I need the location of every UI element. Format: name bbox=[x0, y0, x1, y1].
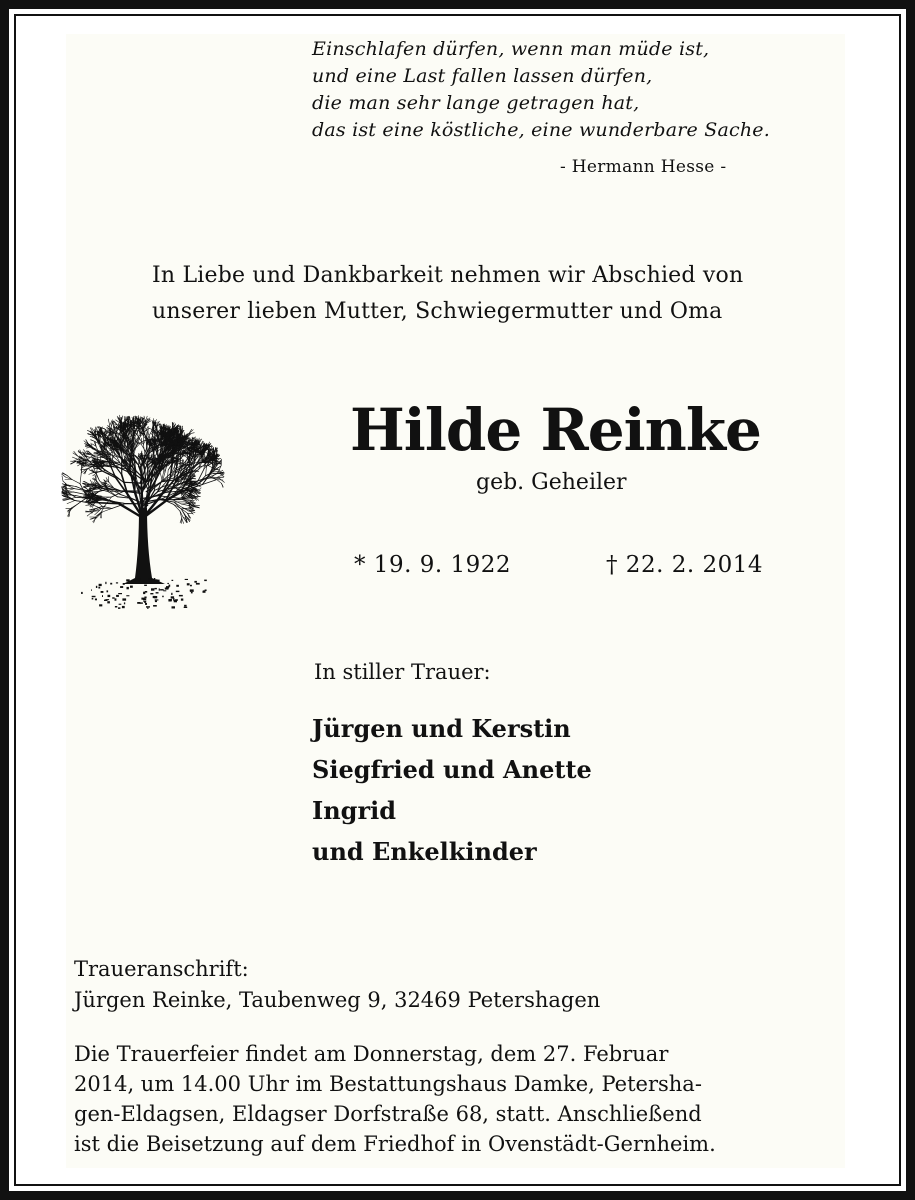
tree-icon bbox=[55, 388, 230, 618]
poem-line: und eine Last fallen lassen dürfen, bbox=[312, 65, 653, 87]
mourning-label: In stiller Trauer: bbox=[314, 660, 491, 684]
service-line: gen-Eldagsen, Eldagser Dorfstraße 68, statt. Anschließend bbox=[74, 1102, 702, 1126]
mourning-address bbox=[74, 954, 600, 1016]
service-line: Die Trauerfeier findet am Donnerstag, dem 27. Februar bbox=[74, 1042, 669, 1066]
death-date: † 22. 2. 2014 bbox=[606, 552, 763, 578]
poem-author: - Hermann Hesse - bbox=[560, 157, 727, 177]
address-value: Jürgen Reinke, Taubenweg 9, 32469 Petershagen bbox=[74, 988, 601, 1012]
intro-line: unserer lieben Mutter, Schwiegermutter und Oma bbox=[152, 299, 723, 324]
service-line: 2014, um 14.00 Uhr im Bestattungshaus Damke, Petersha- bbox=[74, 1072, 702, 1096]
birth-date: * 19. 9. 1922 bbox=[354, 552, 511, 578]
service-line: ist die Beisetzung auf dem Friedhof in Ovenstädt-Gernheim. bbox=[74, 1132, 716, 1156]
intro-text bbox=[152, 258, 743, 330]
maiden-name: geb. Geheiler bbox=[476, 470, 627, 495]
mourner-name: und Enkelkinder bbox=[312, 837, 537, 866]
mourners-list bbox=[312, 708, 592, 872]
mourner-name: Jürgen und Kerstin bbox=[312, 714, 571, 743]
poem-line: die man sehr lange getragen hat, bbox=[312, 92, 640, 114]
intro-line: In Liebe und Dankbarkeit nehmen wir Abschied von bbox=[152, 263, 744, 288]
poem-line: das ist eine köstliche, eine wunderbare Sache. bbox=[312, 119, 770, 141]
service-info bbox=[74, 1039, 716, 1159]
mourner-name: Siegfried und Anette bbox=[312, 755, 592, 784]
mourner-name: Ingrid bbox=[312, 796, 396, 825]
poem-line: Einschlafen dürfen, wenn man müde ist, bbox=[312, 38, 710, 60]
poem bbox=[312, 36, 852, 144]
address-label: Traueranschrift: bbox=[74, 957, 249, 981]
deceased-name: Hilde Reinke bbox=[350, 396, 761, 464]
